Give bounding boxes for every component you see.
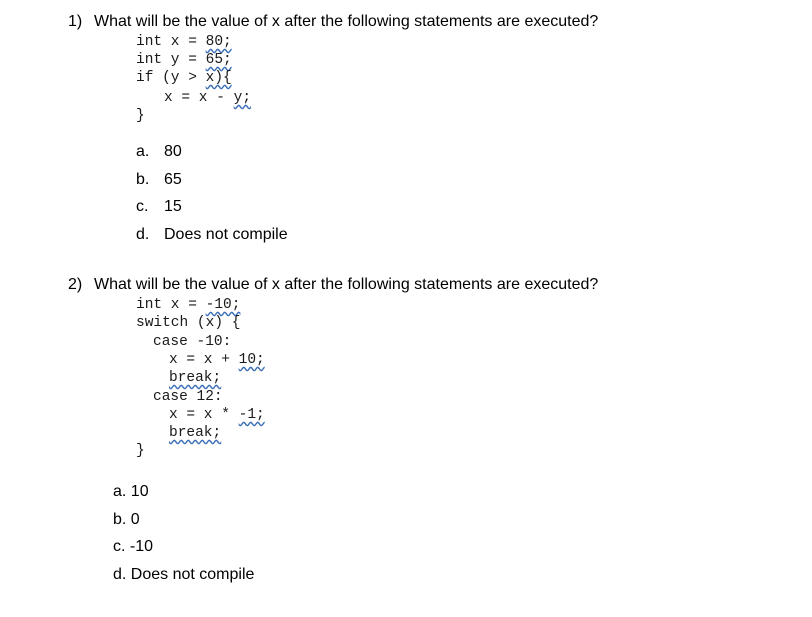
question-2-number: 2) xyxy=(68,276,83,293)
code-line: case -10: xyxy=(153,334,232,350)
code-line: int x = 80; xyxy=(136,34,232,50)
code-line: x = x * -1; xyxy=(169,407,265,423)
code-line: break; xyxy=(169,370,222,386)
code-line: int y = 65; xyxy=(136,52,232,68)
option-c[interactable]: c. 15 xyxy=(136,198,182,215)
option-d[interactable]: d. Does not compile xyxy=(136,226,288,243)
option-c[interactable]: c. -10 xyxy=(113,538,154,555)
question-1 xyxy=(68,13,598,31)
option-b[interactable]: b. 65 xyxy=(136,171,182,188)
code-line: } xyxy=(136,108,145,124)
code-line: x = x - y; xyxy=(164,90,252,106)
question-1-text: What will be the value of x after the following statements are executed? xyxy=(94,13,599,30)
question-2-text: What will be the value of x after the following statements are executed? xyxy=(94,276,599,293)
code-line: switch (x) { xyxy=(136,315,241,331)
option-d[interactable]: d. Does not compile xyxy=(113,566,255,583)
option-b[interactable]: b. 0 xyxy=(113,511,140,528)
code-line: x = x + 10; xyxy=(169,352,265,368)
option-a[interactable]: a. 10 xyxy=(113,483,149,500)
code-line: } xyxy=(136,443,145,459)
option-a[interactable]: a. 80 xyxy=(136,143,182,160)
code-line: int x = -10; xyxy=(136,297,241,313)
code-line: if (y > x){ xyxy=(136,70,232,86)
question-1-number: 1) xyxy=(68,13,83,30)
code-line: break; xyxy=(169,425,222,441)
question-2 xyxy=(68,276,598,294)
code-line: case 12: xyxy=(153,389,223,405)
